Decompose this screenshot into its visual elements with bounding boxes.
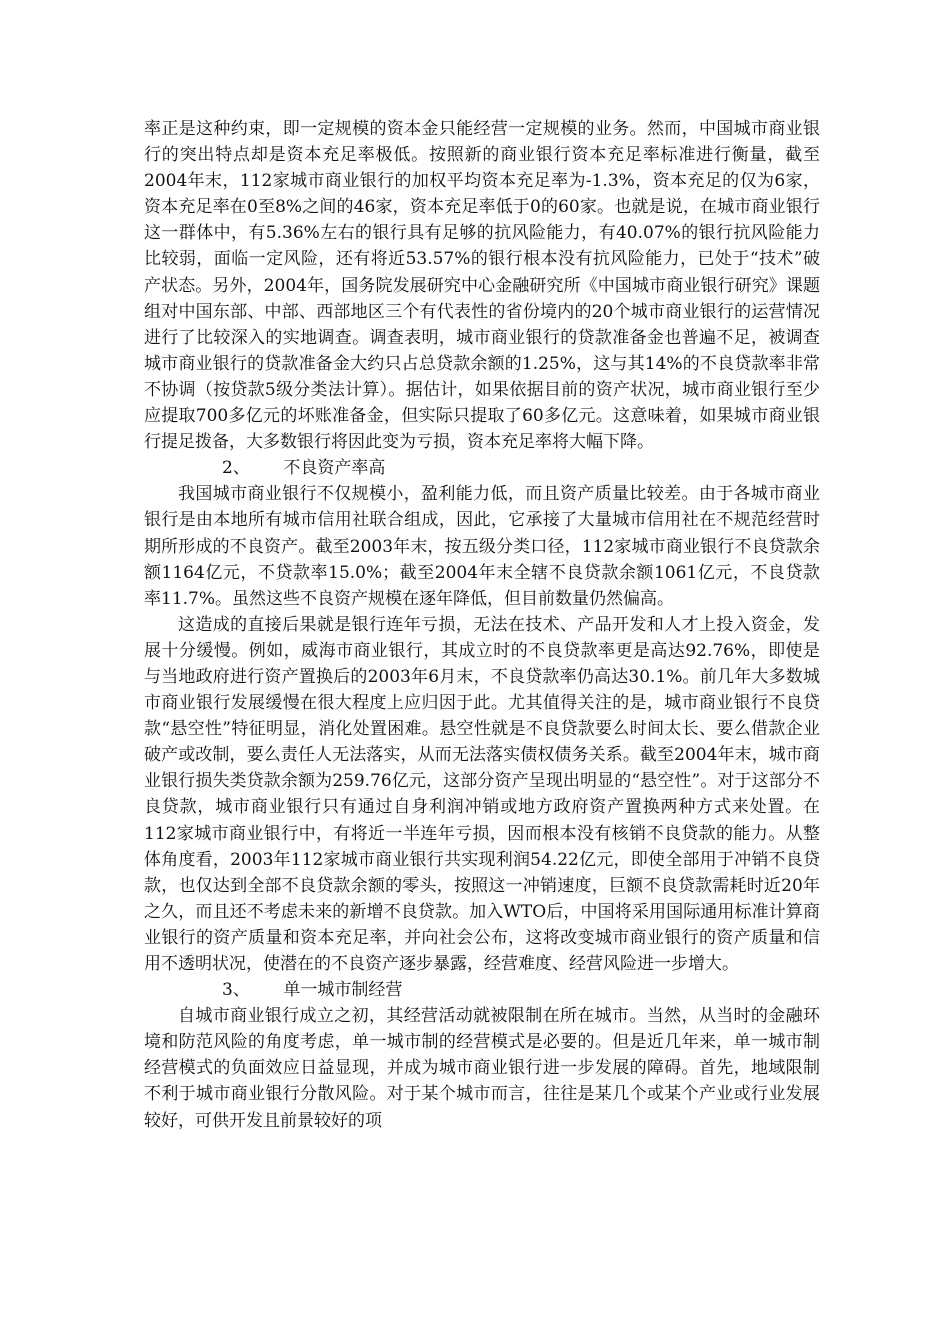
document-body (144, 116, 820, 1134)
section-title: 单一城市制经营 (283, 980, 403, 1001)
paragraph-bad-assets-2: 这造成的直接后果就是银行连年亏损，无法在技术、产品开发和人才上投入资金，发展十分缓慢。例如，威海市商业银行，其成立时的不良贷款率更是高达92.76%，即使是与当地政府进行资产置换后的2003年6月末，不良贷款率仍高达30.1%。前几年大多数城市商业银行发展缓慢在很大程度上应归因于此。尤其值得关注的是，城市商业银行不良贷款“悬空性”特征明显，消化处置困难。悬空性就是不良贷款要么时间太长、要么借款企业破产或改制，要么责任人无法落实，从而无法落实债权债务关系。截至2004年末，城市商业银行损失类贷款余额为259.76亿元，这部分资产呈现出明显的“悬空性”。对于这部分不良贷款，城市商业银行只有通过自身利润冲销或地方政府资产置换两种方式来处置。在112家城市商业银行中，有将近一半连年亏损，因而根本没有核销不良贷款的能力。从整体角度看，2003年112家城市商业银行共实现利润54.22亿元，即使全部用于冲销不良贷款，也仅达到全部不良贷款余额的零头，按照这一冲销速度，巨额不良贷款需耗时近20年之久，而且还不考虑未来的新增不良贷款。加入WTO后，中国将采用国际通用标准计算商业银行的资产质量和资本充足率，并向社会公布，这将改变城市商业银行的资产质量和信用不透明状况，使潜在的不良资产逐步暴露，经营难度、经营风险进一步增大。 (144, 614, 820, 974)
paragraph-bad-assets-1: 我国城市商业银行不仅规模小，盈利能力低，而且资产质量比较差。由于各城市商业银行是由本地所有城市信用社联合组成，因此，它承接了大量城市信用社在不规范经营时期所形成的不良资产。截至2003年末，按五级分类口径，112家城市商业银行不良贷款余额1164亿元，不贷款率15.0%；截至2004年末全辖不良贷款余额1061亿元，不良贷款率11.7%。虽然这些不良资产规模在逐年降低，但目前数量仍然偏高。 (144, 484, 820, 609)
paragraph-capital-adequacy: 率正是这种约束，即一定规模的资本金只能经营一定规模的业务。然而，中国城市商业银行的突出特点却是资本充足率极低。按照新的商业银行资本充足率标准进行衡量，截至2004年末，112家城市商业银行的加权平均资本充足率为-1.3%，资本充足的仅为6家，资本充足率在0至8%之间的46家，资本充足率低于0的60家。也就是说，在城市商业银行这一群体中，有5.36%左右的银行具有足够的抗风险能力，有40.07%的银行抗风险能力比较弱，面临一定风险，还有将近53.57%的银行根本没有抗风险能力，已处于“技术”破产状态。另外，2004年，国务院发展研究中心金融研究所《中国城市商业银行研究》课题组对中国东部、中部、西部地区三个有代表性的省份境内的20个城市商业银行的运营情况进行了比较深入的实地调查。调查表明，城市商业银行的贷款准备金也普遍不足，被调查城市商业银行的贷款准备金大约只占总贷款余额的1.25%，这与其14%的不良贷款率非常不协调（按贷款5级分类法计算）。据估计，如果依据目前的资产状况，城市商业银行至少应提取700多亿元的坏账准备金，但实际只提取了60多亿元。这意味着，如果城市商业银行提足拨备，大多数银行将因此变为亏损，资本充足率将大幅下降。 (144, 119, 820, 453)
section-title: 不良资产率高 (283, 458, 386, 479)
section-heading-2 (144, 455, 820, 481)
section-heading-3 (144, 977, 820, 1003)
section-number: 2、 (222, 458, 250, 479)
paragraph-single-city: 自城市商业银行成立之初，其经营活动就被限制在所在城市。当然，从当时的金融环境和防范风险的角度考虑，单一城市制的经营模式是必要的。但是近几年来，单一城市制经营模式的负面效应日益显现，并成为城市商业银行进一步发展的障碍。首先，地域限制不利于城市商业银行分散风险。对于某个城市而言，往往是某几个或某个产业或行业发展较好，可供开发且前景较好的项 (144, 1006, 820, 1131)
section-number: 3、 (222, 980, 250, 1001)
